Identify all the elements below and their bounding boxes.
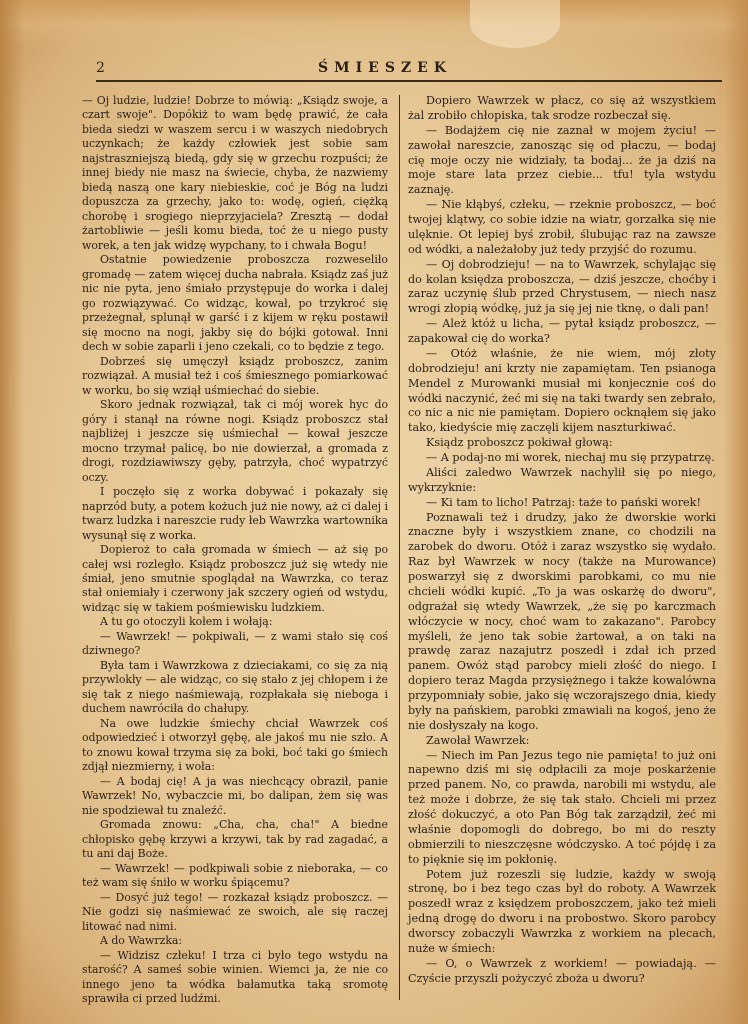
paragraph: — Oj ludzie, ludzie! Dobrze to mówią: „Ksiądz swoje, a czart swoje". Dopókiż to wam będę prawić, że cała bieda siedzi w waszem sercu i w waszych niedobrych uczynkach; że każdy człowiek jest sobie sam najstraszniejszą biedą, gdy się w grzechu rozpuści; że innej biedy nie masz na świecie, chyba, że nazwiemy biedą naszą one kary niebieskie, coć je Bóg na ludzi dopuszcza za grzechy, jako to: wodę, ogień, ciężką chorobę i srogiego nieprzyjaciela? Zresztą — dodał żartobliwie — jeśli komu bieda, toć że u niego pusty worek, a ten jak widzę wypchany, to i chwała Bogu! [82,94,388,252]
paragraph: — Wawrzek! — pokpiwali, — z wami stało się coś dziwnego? [82,629,388,658]
paragraph: — Oj dobrodzieju! — na to Wawrzek, schylając się do kolan księdza proboszcza, — dziś jeszcze, choćby i zaraz uczynię ślub przed Chrystusem, — niech nasz wrogi złopią wódkę, już ja się jej nie tknę, o dali pan! [408,257,716,316]
paragraph: Zawołał Wawrzek: [426,733,530,747]
paragraph: I poczęło się z worka dobywać i pokazały się naprzód buty, a potem kożuch już nie nowy, aż ci dalej i twarz ludzka i nareszcie rudy łeb Wawrzka wartownika wysunął się z worka. [82,485,388,542]
paragraph: Ksiądz proboszcz pokiwał głową: [426,436,613,450]
paragraph: Dobrześ się umęczył ksiądz proboszcz, zanim rozwiązał. A musiał też i coś śmiesznego pomiarkować w worku, bo się wziął uśmiechać do siebie. [82,354,388,397]
left-text-column [82,94,388,1007]
page-header [96,58,724,82]
paragraph: Dopieroż to cała gromada w śmiech — aż się po całej wsi rozległo. Ksiądz proboszcz już się wtedy nie śmiał, jeno smutnie spoglądał na Wawrzka, co teraz stał oniemiały i czerwony jak szczery ogień od wstydu, widząc się w takiem pośmiewisku ludzkiem. [82,543,388,614]
paragraph: Na owe ludzkie śmiechy chciał Wawrzek coś odpowiedzieć i otworzył gębę, ale jakoś mu nie szło. A to znowu kował trzyma się za boki, boć taki go śmiech zdjął niezmierny, i woła: [82,716,388,774]
paragraph: — Bodajżem cię nie zaznał w mojem życiu! — zawołał nareszcie, zanosząc się od płaczu, — bodaj cię moje oczy nie widziały, ta bodaj... że ja dziś na moje stare lata przez ciebie... tfu! tyla wstydu zaznaję. [408,123,716,197]
paragraph: Aliści zaledwo Wawrzek nachylił się po niego, wykrzyknie: [408,465,716,494]
paragraph: Dopiero Wawrzek w płacz, co się aż wszystkiem żal zrobiło chłopiska, tak srodze rozbeczał się. [408,94,716,122]
paragraph: — O, o Wawrzek z workiem! — powiadają. — Czyście przyszli pożyczyć zboża u dworu? [408,956,716,985]
paragraph: — Nie kłąbyś, człeku, — rzeknie proboszcz, — boć twojej klątwy, co sobie idzie na wiatr, gorzałka się nie ulęknie. Ot lepiej byś zrobił, ślubując raz na zawsze od wódki, a należałoby już tedy przyjść do rozumu. [408,198,716,256]
masthead-title: ŚMIESZEK [318,60,452,76]
paragraph: — Ależ któż u licha, — pytał ksiądz proboszcz, — zapakował cię do worka? [408,317,716,345]
paragraph: — A bodaj cię! A ja was niechcący obraził, panie Wawrzek! No, wybaczcie mi, bo dalipan, żem się was nie spodziewał tu znaleźć. [82,774,388,817]
page-left-shading [0,0,24,1024]
paragraph: — Wawrzek! — podkpiwali sobie z nieboraka, — co też wam się śniło w worku śpiącemu? [82,861,388,890]
paragraph: Ostatnie powiedzenie proboszcza rozweseliło gromadę — zatem więcej ducha nabrała. Ksiądz zaś już nic nie pyta, jeno śmiało przystępuje do worka i dalej go rozwiązywać. Co widząc, kował, po trzykroć się przeżegnał, splunął w garść i z kijem w ręku postawił się mocno na nogi, jakby się do bójki gotował. Inni dech w sobie zaparli i jeno czekali, co to będzie z tego. [82,253,388,354]
paragraph: Była tam i Wawrzkowa z dzieciakami, co się za nią przywlokły — ale widząc, co się stało z jej chłopem i że się tak z niego naśmiewają, rozpłakała się nieboga i duchem nawróciła do chałupy. [82,658,388,716]
paragraph: — Ki tam to licho! Patrzaj: taże to pański worek! [426,495,701,509]
paragraph: A tu go otoczyli kołem i wołają: [100,615,273,629]
paragraph: Potem już rozeszli się ludzie, każdy w swoją stronę, bo i bez tego czas był do roboty. A Wawrzek poszedł wraz z księdzem proboszczem, jako też mieli jedną drogę do dworu i na probostwo. Skoro parobcy dworscy zobaczyli Wawrzka z workiem na plecach, nuże w śmiech: [408,867,716,955]
paragraph: — A podaj-no mi worek, niechaj mu się przypatrzę. [426,451,715,464]
page-top-shading [0,0,748,48]
header-rule [96,80,722,82]
paragraph: A do Wawrzka: [100,934,183,948]
paragraph: — Widzisz człeku! I trza ci było tego wstydu na starość? A sameś sobie winien. Wiemci ja, że nie co innego jeno ta wódka bałamutka taką sromotę sprawiła ci przed ludźmi. [82,948,388,1006]
paragraph: — Dosyć już tego! — rozkazał ksiądz proboszcz. — Nie godzi się naśmiewać ze swoich, ale się raczej litować nad nimi. [82,890,388,933]
paragraph: Skoro jednak rozwiązał, tak ci mój worek hyc do góry i stanął na równe nogi. Ksiądz proboszcz stał najbliżej i jeszcze się uśmiechał — kował jeszcze mocno trzymał palicę, bo nie dowierzał, a gromada z drogi, rozdziawiwszy gęby, patrzyła, choć wypatrzyć oczy. [82,398,388,484]
paragraph: — Niech im Pan Jezus tego nie pamięta! to już oni napewno dziś mi się odpłacili za moje poskarżenie przed panem. No, co prawda, narobili mi wstydu, ale też może i dobrze, że się tak stało. Chcieli mi przez złość dokuczyć, a oto Pan Bóg tak zarządził, żeć mi właśnie dopomogli do dobrego, bo mi do reszty obmierzili to nieszczęsne wódczysko. A toć pójdę i za to pięknie się im pokłonię. [408,748,716,866]
right-text-column [408,94,716,987]
page-right-shading [724,0,748,1024]
column-divider [399,95,400,1000]
page-number: 2 [96,60,105,76]
paragraph: Gromada znowu: „Cha, cha, cha!" A biedne chłopisko gębę krzywi a krzywi, tak by rad zagadać, a tu ani daj Boże. [82,818,388,861]
paper-stain [470,0,560,48]
paragraph: Poznawali też i drudzy, jako że dworskie worki znaczne były i wszystkiem znane, co chodzili na zarobek do dworu. Otóż i zaraz wszystko się wydało. Raz był Wawrzek w nocy (także na Murowance) poswarzył się z dworskimi parobkami, co mu nie chcieli wódki kupić. „To ja was oskarżę do dworu", odgrażał się wtedy Wawrzek, „że się po karczmach włóczycie w nocy, choć wam to zakazano". Parobcy myśleli, że jeno tak sobie żartował, a on taki na prawdę zaraz nazajutrz poszedł i zdał ich przed panem. Owóż stąd parobcy mieli złość do niego. I dopiero teraz Magda przysiężnego i także kowalówna przypomniały sobie, jako się wczorajszego dnia, kiedy były na pańskiem, parobki zmawiali na kogoś, jeno że nie dosłyszały na kogo. [408,510,716,732]
paragraph: — Otóż właśnie, że nie wiem, mój złoty dobrodzieju! ani krzty nie zapamiętam. Ten psianoga Mendel z Murowanki musiał mi konjecznie coś do wódki naczynić, żeć mi się na taki twardy sen zebrało, co nic a nic nie pamiętam. Dopiero ocknąłem się jako tako, kiedyście mię zaczęli kijem naszturkiwać. [408,346,716,435]
